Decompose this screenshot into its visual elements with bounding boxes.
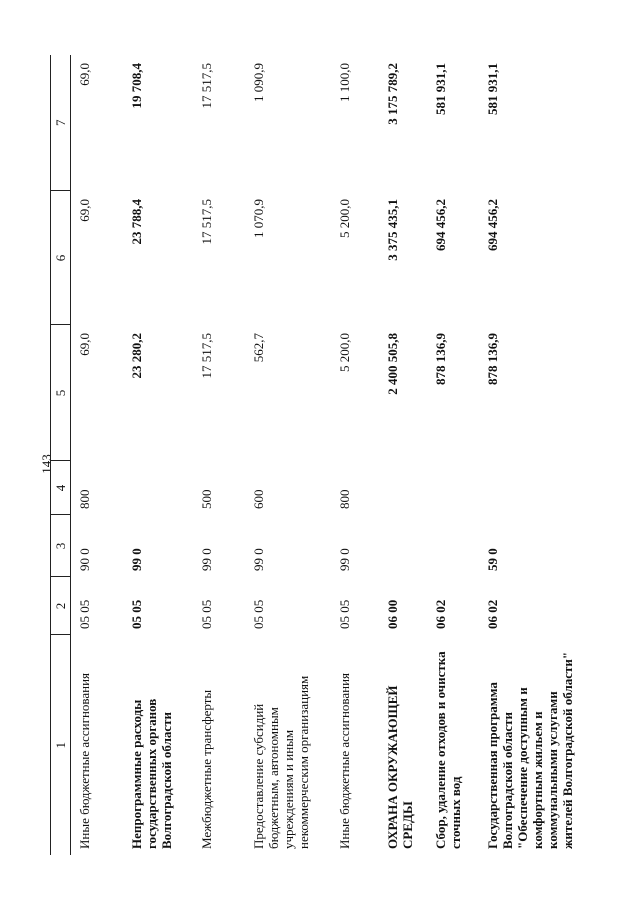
section-code: 05 05 [337, 599, 352, 629]
amount-col7: 19 708,4 [129, 63, 144, 109]
amount-col5: 17 517,5 [199, 333, 214, 379]
table-row [479, 55, 591, 855]
target-code: 99 0 [199, 548, 214, 571]
column-header: 6 [51, 191, 71, 325]
row-name: Предоставление субсидий бюджетным, автономным учреждениям и иным некоммерческим организациям [251, 675, 311, 849]
section-code: 05 05 [77, 599, 92, 629]
amount-col5: 878 136,9 [485, 333, 500, 385]
amount-col5: 2 400 505,8 [385, 333, 400, 395]
column-header: 3 [51, 515, 71, 577]
table-row [427, 55, 479, 855]
target-code: 99 0 [251, 548, 266, 571]
amount-col7: 1 100,0 [337, 63, 352, 102]
column-header: 5 [51, 325, 71, 461]
table-row [123, 55, 193, 855]
row-name: Межбюджетные трансферты [199, 689, 214, 849]
amount-col6: 694 456,2 [433, 199, 448, 251]
column-header: 1 [51, 635, 71, 855]
amount-col6: 69,0 [77, 199, 92, 222]
row-name: ОХРАНА ОКРУЖАЮЩЕЙ СРЕДЫ [385, 685, 415, 849]
budget-table-sheet [50, 55, 610, 855]
section-code: 05 05 [129, 599, 144, 629]
column-number-row [51, 55, 71, 855]
expense-type-code [379, 461, 427, 515]
row-name: Иные бюджетные ассигнования [337, 672, 352, 849]
amount-col5: 23 280,2 [129, 333, 144, 379]
amount-col6: 694 456,2 [485, 199, 500, 251]
target-code: 99 0 [129, 548, 144, 571]
expense-type-code [479, 461, 591, 515]
target-code [427, 515, 479, 577]
column-header: 7 [51, 55, 71, 191]
section-code: 05 05 [251, 599, 266, 629]
amount-col6: 3 375 435,1 [385, 199, 400, 261]
table-row [71, 55, 124, 855]
row-name: Государственная программа Волгоградской области "Обеспечение доступным и комфортным жильем и коммунальными услугами жителей Волгоградской области" [485, 651, 575, 849]
amount-col6: 1 070,9 [251, 199, 266, 238]
expense-type-code [123, 461, 193, 515]
amount-col6: 5 200,0 [337, 199, 352, 238]
row-name: Иные бюджетные ассигнования [77, 672, 92, 849]
section-code: 06 02 [485, 599, 500, 629]
amount-col5: 69,0 [77, 333, 92, 356]
target-code: 59 0 [485, 548, 500, 571]
expense-type-code: 600 [251, 489, 266, 509]
target-code [379, 515, 427, 577]
row-name: Сбор, удаление отходов и очистка сточных вод [433, 651, 463, 849]
target-code: 90 0 [77, 548, 92, 571]
budget-table [50, 55, 591, 855]
section-code: 06 02 [433, 599, 448, 629]
table-row [245, 55, 331, 855]
table-row [331, 55, 379, 855]
expense-type-code: 800 [77, 489, 92, 509]
amount-col6: 23 788,4 [129, 199, 144, 245]
expense-type-code [427, 461, 479, 515]
page-number: 143 [39, 454, 54, 474]
amount-col7: 581 931,1 [485, 63, 500, 115]
amount-col6: 17 517,5 [199, 199, 214, 245]
amount-col7: 69,0 [77, 63, 92, 86]
section-code: 06 00 [385, 599, 400, 629]
target-code: 99 0 [337, 548, 352, 571]
amount-col7: 3 175 789,2 [385, 63, 400, 125]
amount-col5: 878 136,9 [433, 333, 448, 385]
column-header: 4 [51, 461, 71, 515]
row-name: Непрограммные расходы государственных органов Волгоградской области [129, 698, 174, 849]
section-code: 05 05 [199, 599, 214, 629]
expense-type-code: 800 [337, 489, 352, 509]
amount-col5: 562,7 [251, 333, 266, 363]
column-header: 2 [51, 577, 71, 635]
amount-col7: 17 517,5 [199, 63, 214, 109]
amount-col7: 1 090,9 [251, 63, 266, 102]
amount-col5: 5 200,0 [337, 333, 352, 372]
table-row [379, 55, 427, 855]
expense-type-code: 500 [199, 489, 214, 509]
table-row [193, 55, 245, 855]
amount-col7: 581 931,1 [433, 63, 448, 115]
